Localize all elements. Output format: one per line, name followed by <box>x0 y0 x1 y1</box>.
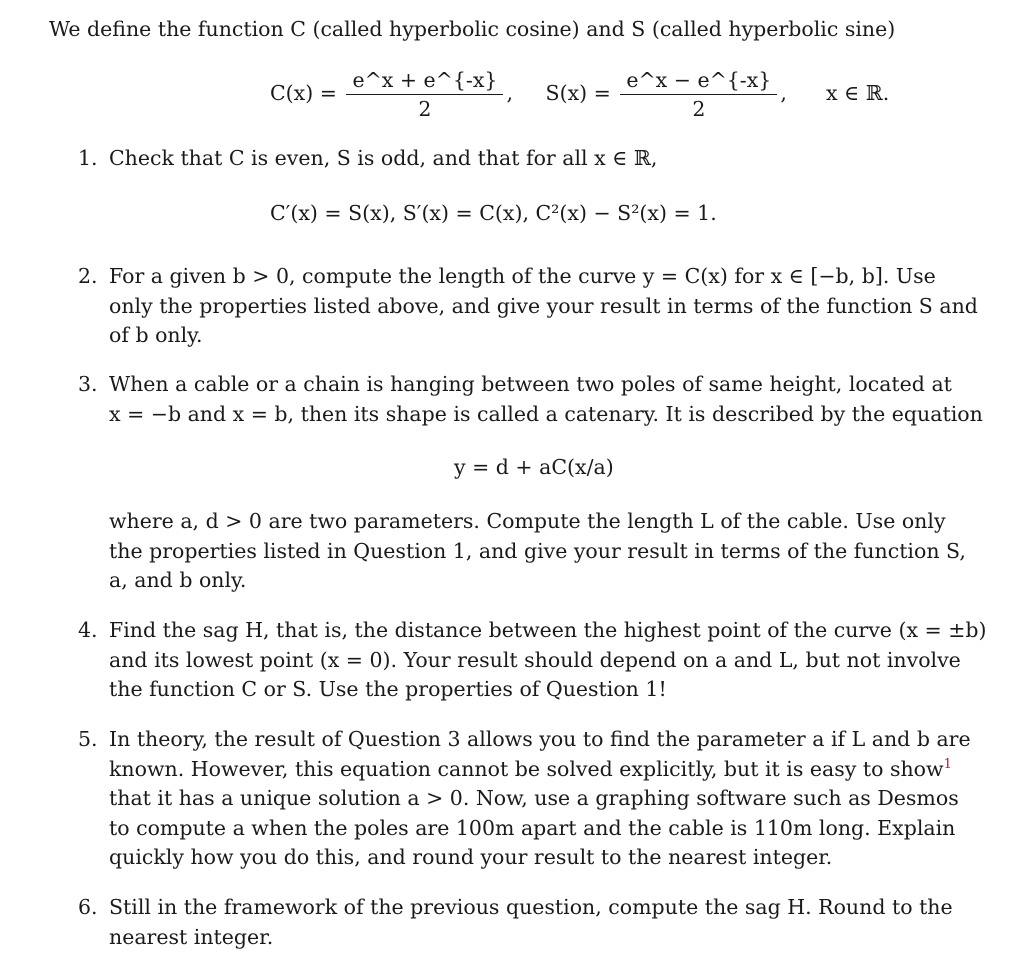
q1-identities: C′(x) = S(x), S′(x) = C(x), C²(x) − S²(x) = 1. <box>270 201 717 225</box>
text-line: x = −b and x = b, then its shape is called a catenary. It is described by the equation <box>109 401 983 426</box>
q1-display-formula <box>270 199 717 229</box>
intro-paragraph <box>49 15 895 45</box>
question-text <box>109 616 987 705</box>
text-line: nearest integer. <box>109 924 274 949</box>
question-text <box>109 893 975 952</box>
text-line: where a, d > 0 are two parameters. Compute the length L of the cable. Use only <box>109 509 946 533</box>
question-number: 5. <box>78 727 98 751</box>
c-numerator: e^x + e^{-x} <box>346 66 503 95</box>
question-number: 4. <box>78 618 98 642</box>
s-fraction <box>620 66 777 123</box>
question-number: 1. <box>78 146 98 170</box>
text-line: For a given b > 0, compute the length of the curve y = C(x) for x ∈ [−b, b]. Use <box>109 264 936 288</box>
text-line: quickly how you do this, and round your result to the nearest integer. <box>109 845 833 869</box>
text-line: to compute a when the poles are 100m apart and the cable is 110m long. Explain <box>109 815 956 840</box>
s-numerator: e^x − e^{-x} <box>620 66 777 95</box>
text-line-with-footnote <box>109 755 975 785</box>
text-line: a, and b only. <box>109 568 247 592</box>
question-text <box>109 370 983 429</box>
text-line: only the properties listed above, and give your result in terms of the function S and <box>109 293 978 318</box>
text-line: Check that C is even, S is odd, and that for all x ∈ ℝ, <box>109 146 658 170</box>
text-line: In theory, the result of Question 3 allows you to find the parameter a if L and b are <box>109 727 971 751</box>
question-text <box>109 725 975 873</box>
footnote-marker[interactable]: 1 <box>943 756 952 772</box>
text-line: the properties listed in Question 1, and give your result in terms of the function S, <box>109 538 966 563</box>
question-text <box>109 507 975 596</box>
c-lhs: C(x) = <box>270 81 337 105</box>
question-text <box>109 144 975 174</box>
text-line: and its lowest point (x = 0). Your result should depend on a and L, but not involve <box>109 647 961 672</box>
intro-text: We define the function C (called hyperbolic cosine) and S (called hyperbolic sine) <box>49 17 896 41</box>
catenary-equation <box>454 453 614 483</box>
c-fraction <box>346 66 503 123</box>
domain-text: x ∈ ℝ. <box>825 81 890 105</box>
text-line: Find the sag H, that is, the distance between the highest point of the curve (x = ±b) <box>109 618 987 642</box>
definition-formula: C(x) = $\frac{e\^{}x + e\^{}\{-x\}}{2}$ , S(x) = $\frac{e\^{}x - e\^{}\{-x\}}{2}$ , x ∈ ℝ. <box>270 68 890 121</box>
text-line: that it has a unique solution a > 0. Now, use a graphing software such as Desmos <box>109 786 959 810</box>
text-line: When a cable or a chain is hanging between two poles of same height, located at <box>109 372 952 396</box>
text-line: of b only. <box>109 323 203 347</box>
text-line: Still in the framework of the previous question, compute the sag H. Round to the <box>109 895 953 919</box>
s-denominator: 2 <box>692 97 706 121</box>
s-lhs: S(x) = <box>545 81 611 105</box>
question-number: 3. <box>78 372 98 396</box>
text-segment: known. However, this equation cannot be solved explicitly, but it is easy to show <box>109 756 944 781</box>
text-line: the function C or S. Use the properties of Question 1! <box>109 677 667 701</box>
question-number: 2. <box>78 264 98 288</box>
catenary-text: y = d + aC(x/a) <box>454 455 614 479</box>
question-number: 6. <box>78 895 98 919</box>
c-denominator: 2 <box>418 97 432 121</box>
question-text <box>109 262 978 351</box>
